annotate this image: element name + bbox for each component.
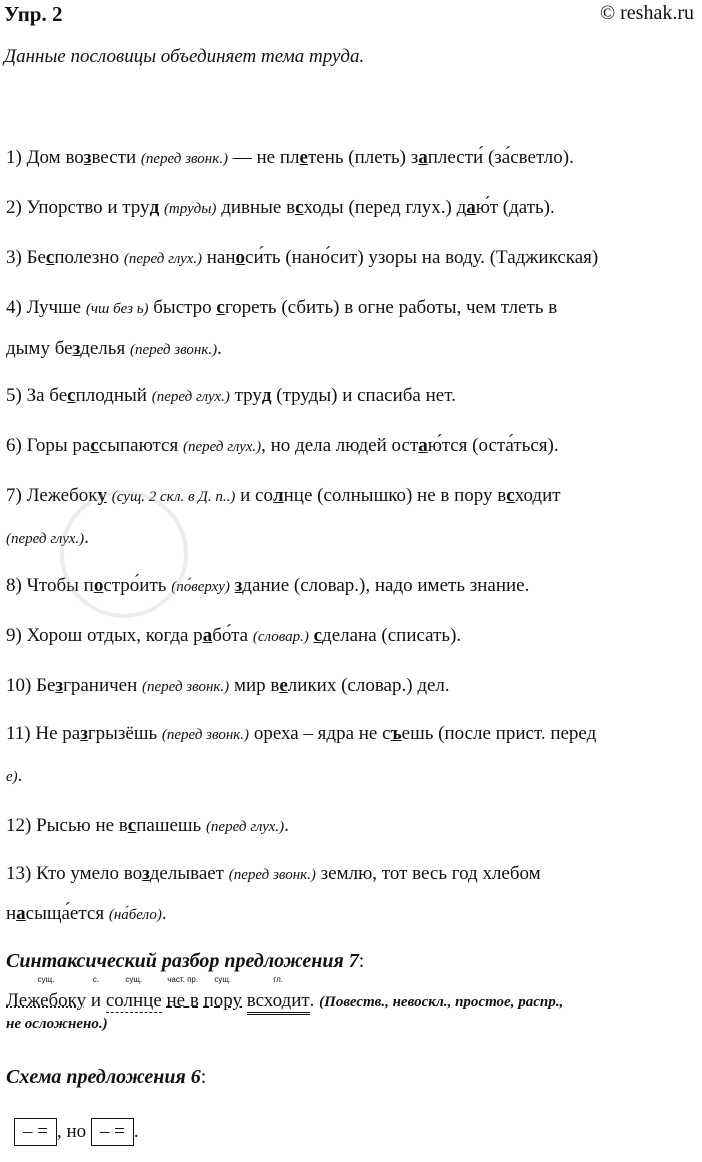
proverb-text: граничен xyxy=(63,675,143,696)
explanation-note: е) xyxy=(6,769,18,785)
proverb-text: . xyxy=(284,815,289,836)
spelling-mark: з xyxy=(142,863,150,884)
proverb-text: нан xyxy=(202,247,236,268)
proverb-text: ю́т (дать). xyxy=(475,197,555,218)
explanation-note: (перед звонк.) xyxy=(129,342,218,358)
word-text: солнце xyxy=(105,990,162,1011)
proverb-text: ю́тся (оста́ться). xyxy=(427,435,559,456)
word-text: всходит xyxy=(246,990,310,1011)
word-predicate xyxy=(246,975,310,1015)
word-subject-2 xyxy=(105,975,162,1013)
word-text: и xyxy=(90,990,102,1011)
proverb-text: 12) Рысью не в xyxy=(6,815,128,836)
pos-tag: сущ. xyxy=(214,975,232,984)
word-conj xyxy=(90,975,102,1012)
proverb-line xyxy=(6,297,557,320)
spelling-mark: с xyxy=(216,297,225,318)
proverb-text: 9) Хорош отдых, когда р xyxy=(6,625,203,646)
spelling-mark: у xyxy=(97,485,107,506)
proverb-line xyxy=(6,863,541,886)
proverb-text: 8) Чтобы п xyxy=(6,575,94,596)
proverb-text: ходы (перед глух.) д xyxy=(303,197,467,218)
proverb-text: ешь (после прист. перед xyxy=(401,723,597,744)
proverb-text: полезно xyxy=(54,247,124,268)
proverb-text: . xyxy=(17,765,23,786)
pos-tag: с. xyxy=(92,975,100,984)
proverb-text: тру xyxy=(229,385,262,406)
spelling-mark: с xyxy=(67,385,76,406)
proverb-text: , но дела людей ост xyxy=(261,435,419,456)
explanation-note: (перед звонк.) xyxy=(142,679,230,695)
proverb-text: 5) За бе xyxy=(6,385,68,406)
proverb-text: землю, тот весь год хлебом xyxy=(315,863,541,884)
syntax-colon: : xyxy=(358,950,365,972)
scheme-heading xyxy=(6,1066,206,1089)
spelling-mark: а xyxy=(418,435,428,456)
proverb-text: — не пл xyxy=(228,147,300,168)
spelling-mark: с xyxy=(506,485,515,506)
explanation-note: (перед звонк.) xyxy=(161,727,250,743)
proverb-text: . xyxy=(161,903,167,924)
spelling-mark: с xyxy=(45,247,55,268)
site-credit: © reshak.ru xyxy=(599,2,694,24)
proverb-text: 6) Горы ра xyxy=(6,435,91,456)
syntax-title: Синтаксический разбор предложения 7 xyxy=(6,950,359,972)
proverb-text: делья xyxy=(80,338,130,359)
proverb-text: быстро xyxy=(148,297,217,318)
pos-tag: сущ. xyxy=(125,975,143,984)
spelling-mark: с xyxy=(127,815,137,836)
proverb-text: 3) Бе xyxy=(6,247,46,268)
proverb-text: ликих (словар.) дел. xyxy=(287,675,450,696)
scheme-box-1: – = xyxy=(14,1118,57,1146)
proverb-text: и со xyxy=(235,485,273,506)
spelling-mark: а xyxy=(202,625,213,646)
explanation-note: (словар.) xyxy=(252,629,309,645)
proverb-text: 11) Не ра xyxy=(6,723,81,744)
spelling-mark: ъ xyxy=(390,723,402,744)
spelling-mark: е xyxy=(299,147,308,168)
scheme-title: Схема предложения 6 xyxy=(6,1066,201,1088)
proverb-line xyxy=(6,765,22,788)
proverb-text: ходит xyxy=(514,485,561,506)
proverb-text: делана (списать). xyxy=(322,625,462,646)
intro-text: Данные пословицы объединяет тема труда. xyxy=(4,46,365,67)
sentence-end: . xyxy=(309,990,315,1011)
proverb-text: стро́ить xyxy=(103,575,172,596)
proverb-line xyxy=(6,903,167,926)
explanation-note: (перед глух.) xyxy=(123,251,202,267)
syntax-description-2: не осложнено.) xyxy=(6,1016,108,1032)
proverb-text: плодный xyxy=(75,385,152,406)
proverb-text: плести́ (за́светло). xyxy=(427,147,574,168)
spelling-mark: а xyxy=(16,903,26,924)
explanation-note: (перед глух.) xyxy=(205,819,285,835)
proverb-text: (Таджикская) xyxy=(484,247,599,268)
syntax-description-1: (Повеств., невоскл., простое, распр., xyxy=(319,994,564,1010)
proverb-line xyxy=(6,247,598,270)
proverb-text: . xyxy=(217,338,222,359)
spelling-mark: о xyxy=(93,575,104,596)
proverb-text: си́ть (нано́сит) узоры на воду. xyxy=(245,247,485,268)
explanation-note: (сущ. 2 скл. в Д. п..) xyxy=(111,489,236,505)
proverb-text: 1) Дом во xyxy=(6,147,84,168)
proverb-text: (труды) и спасиба нет. xyxy=(271,385,456,406)
syntax-heading xyxy=(6,950,364,973)
explanation-note: (труды) xyxy=(163,201,217,217)
word-text: не в xyxy=(166,990,199,1011)
spelling-mark: л xyxy=(272,485,284,506)
spelling-mark: з xyxy=(83,147,92,168)
proverb-text: . xyxy=(84,527,89,548)
proverb-text: ореха – ядра не с xyxy=(249,723,391,744)
proverb-text: сыща́ется xyxy=(25,903,109,924)
spelling-mark: д xyxy=(261,385,272,406)
proverb-text: пашешь xyxy=(136,815,206,836)
proverb-line xyxy=(6,723,596,746)
proverb-text: дание (словар.), надо иметь знание. xyxy=(242,575,530,596)
spelling-mark: с xyxy=(313,625,323,646)
scheme-end: . xyxy=(133,1121,139,1142)
scheme-connector: , но xyxy=(56,1121,87,1142)
proverb-text: сыпаются xyxy=(98,435,183,456)
word-text: Лежебоку xyxy=(6,990,87,1011)
proverb-text: тень (плеть) з xyxy=(307,147,419,168)
proverb-text: 4) Лучше xyxy=(6,297,86,318)
spelling-mark: з xyxy=(55,675,64,696)
explanation-note: (перед глух.) xyxy=(182,439,262,455)
proverb-line xyxy=(6,815,289,838)
spelling-mark: д xyxy=(149,197,160,218)
explanation-note: (по́верху) xyxy=(171,579,230,595)
proverb-text: н xyxy=(6,903,17,924)
proverb-text: 13) Кто умело во xyxy=(6,863,143,884)
proverb-text: вести xyxy=(91,147,141,168)
proverb-text: бо́та xyxy=(212,625,253,646)
proverb-text: дыму бе xyxy=(6,338,73,359)
proverb-text: гореть (сбить) в огне работы, чем тлеть в xyxy=(224,297,558,318)
proverb-text: 7) Лежебок xyxy=(6,485,98,506)
word-text: пору xyxy=(203,990,242,1011)
exercise-title: Упр. 2 xyxy=(4,2,63,26)
word-subject-1 xyxy=(6,975,87,1012)
proverb-text: делывает xyxy=(149,863,229,884)
spelling-mark: с xyxy=(90,435,99,456)
proverb-line xyxy=(6,197,555,220)
explanation-note: (перед глух.) xyxy=(6,531,85,547)
sentence-scheme xyxy=(14,1118,139,1146)
spelling-mark: о xyxy=(235,247,246,268)
proverb-text: грызёшь xyxy=(87,723,162,744)
spelling-mark: а xyxy=(466,197,476,218)
pos-tag: част. пр. xyxy=(167,975,199,984)
pos-tag: сущ. xyxy=(37,975,55,984)
proverb-line xyxy=(6,385,456,408)
spelling-mark: з xyxy=(72,338,81,359)
explanation-note: (чш без ь) xyxy=(85,301,149,317)
proverb-text: дивные в xyxy=(216,197,296,218)
proverb-text: мир в xyxy=(229,675,280,696)
word-adverbial-1 xyxy=(166,975,199,1012)
word-adverbial-2 xyxy=(203,975,242,1012)
spelling-mark: з xyxy=(80,723,88,744)
proverb-text: нце (солнышко) не в пору в xyxy=(283,485,507,506)
proverb-text: 2) Упорство и тру xyxy=(6,197,150,218)
explanation-note: (перед глух.) xyxy=(151,389,230,405)
explanation-note: (перед звонк.) xyxy=(228,867,316,883)
pos-tag: гл. xyxy=(273,975,284,984)
proverb-line xyxy=(6,435,559,458)
proverb-line xyxy=(6,147,574,170)
spelling-mark: е xyxy=(279,675,288,696)
syntax-parse xyxy=(6,975,564,1015)
explanation-note: (на́бело) xyxy=(108,907,162,923)
scheme-box-2: – = xyxy=(91,1118,134,1146)
scheme-colon: : xyxy=(200,1066,207,1088)
proverb-line xyxy=(6,625,461,648)
spelling-mark: з xyxy=(234,575,243,596)
spelling-mark: а xyxy=(418,147,428,168)
proverb-line xyxy=(6,338,222,361)
proverb-line xyxy=(6,675,450,698)
explanation-note: (перед звонк.) xyxy=(140,151,229,167)
proverb-text: 10) Бе xyxy=(6,675,56,696)
spelling-mark: с xyxy=(295,197,304,218)
